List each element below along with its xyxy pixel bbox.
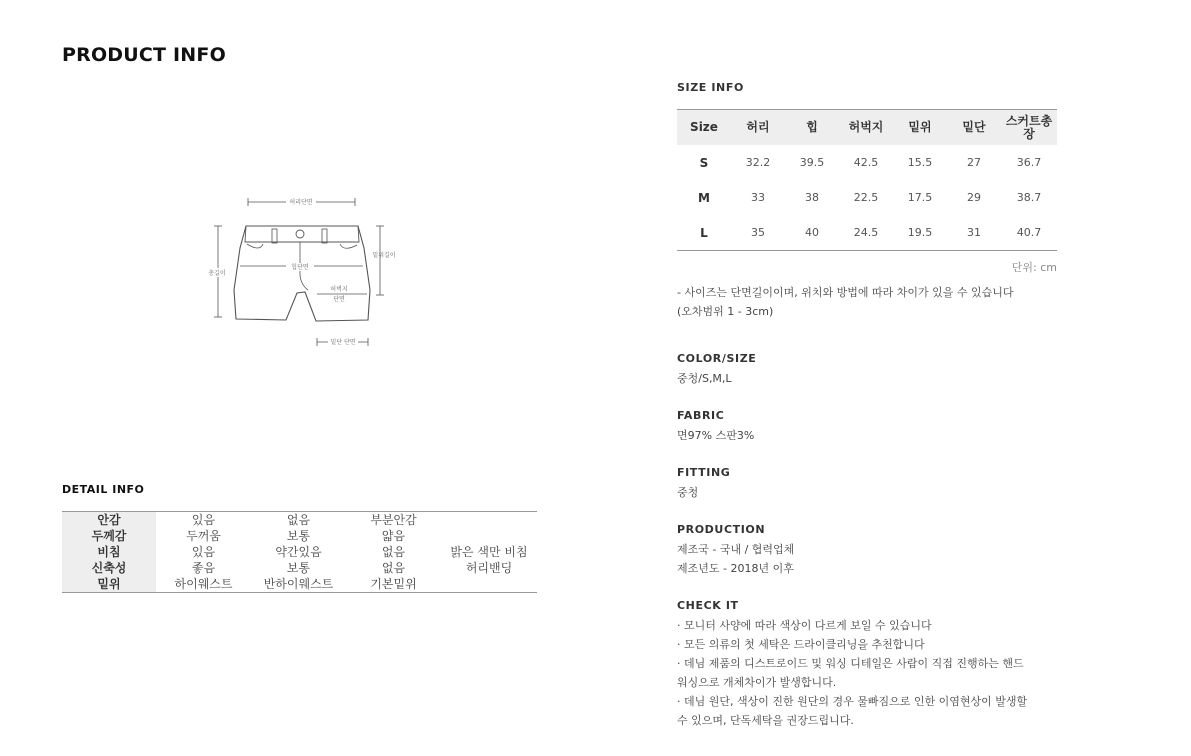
size-label: S — [699, 155, 709, 170]
label-rise-length: 밑위길이 — [372, 252, 396, 259]
cell: 42.5 — [853, 156, 879, 169]
size-note-line2: (오차범위 1 - 3cm) — [677, 305, 774, 318]
size-info-heading: SIZE INFO — [677, 81, 744, 94]
size-row-m — [677, 180, 1057, 215]
size-unit: 단위: cm — [1011, 261, 1057, 274]
cell: 27 — [967, 156, 981, 169]
cell: 40 — [805, 226, 819, 239]
cell: 보통 — [286, 561, 311, 575]
production-line1: 제조국 - 국내 / 협력업체 — [677, 543, 795, 556]
production-heading: PRODUCTION — [677, 523, 766, 536]
color-size-value: 중청/S,M,L — [677, 372, 732, 385]
cell: 29 — [967, 191, 981, 204]
check-it-line: · 데님 제품의 디스트로이드 및 워싱 디테일은 사람이 직접 진행하는 핸드 — [677, 657, 1024, 670]
check-it-heading: CHECK IT — [677, 599, 739, 612]
fitting-heading: FITTING — [677, 466, 731, 479]
size-info-table — [677, 109, 1057, 251]
size-row-s — [677, 145, 1057, 180]
size-label: M — [698, 190, 710, 205]
cell: 얇음 — [381, 529, 406, 543]
col-header: 스커트총장 — [1005, 113, 1053, 141]
color-size-heading: COLOR/SIZE — [677, 352, 757, 365]
cell: 15.5 — [907, 156, 933, 169]
cell: 22.5 — [853, 191, 879, 204]
cell: 17.5 — [907, 191, 933, 204]
check-it-line: · 데님 원단, 색상이 진한 원단의 경우 물빠짐으로 인한 이염현상이 발생할 — [677, 695, 1028, 708]
check-it-line: · 모니터 사양에 따라 색상이 다르게 보일 수 있습니다 — [677, 619, 932, 632]
row-label: 신축성 — [62, 560, 156, 576]
cell: 31 — [967, 226, 981, 239]
cell: 36.7 — [1016, 156, 1042, 169]
detail-row-thickness — [62, 528, 537, 544]
cell: 19.5 — [907, 226, 933, 239]
check-it-line: · 모든 의류의 첫 세탁은 드라이클리닝을 추천합니다 — [677, 638, 925, 651]
label-hem: 밑단 단면 — [330, 339, 356, 346]
check-it-line: 수 있으며, 단독세탁을 권장드립니다. — [677, 714, 854, 727]
cell: 부분안감 — [370, 513, 417, 527]
cell: 없음 — [286, 513, 311, 527]
production-line2: 제조년도 - 2018년 이후 — [677, 562, 794, 575]
label-total-length: 총길이 — [208, 270, 226, 277]
col-header: 밑위 — [908, 120, 932, 134]
row-label: 비침 — [62, 544, 156, 560]
cell — [441, 528, 537, 544]
size-note-line1: - 사이즈는 단면길이이며, 위치와 방법에 따라 차이가 있을 수 있습니다 — [677, 286, 1014, 299]
cell — [441, 512, 537, 529]
cell: 좋음 — [191, 561, 216, 575]
cell: 약간있음 — [275, 545, 322, 559]
cell: 기본밑위 — [370, 577, 417, 591]
cell — [441, 576, 537, 593]
col-header: 허벅지 — [848, 120, 884, 134]
detail-row-sheerness — [62, 544, 537, 560]
cell: 두꺼움 — [186, 529, 221, 543]
row-label: 안감 — [62, 512, 156, 529]
label-thigh-line1: 허벅지 — [330, 286, 348, 293]
detail-row-stretch — [62, 560, 537, 576]
col-header: Size — [690, 120, 718, 134]
size-table-header — [677, 110, 1057, 146]
label-thigh-line2: 단면 — [333, 296, 345, 303]
size-label: L — [700, 225, 708, 240]
cell: 39.5 — [799, 156, 825, 169]
row-label: 두께감 — [62, 528, 156, 544]
detail-row-lining — [62, 512, 537, 529]
cell: 하이웨스트 — [174, 577, 233, 591]
cell: 없음 — [381, 545, 406, 559]
cell: 24.5 — [853, 226, 879, 239]
cell: 밝은 색만 비침 — [450, 545, 528, 559]
fabric-heading: FABRIC — [677, 409, 725, 422]
col-header: 힙 — [806, 120, 818, 134]
cell: 반하이웨스트 — [263, 577, 334, 591]
row-label: 밑위 — [62, 576, 156, 593]
cell: 있음 — [191, 545, 216, 559]
col-header: 밑단 — [962, 120, 986, 134]
fitting-value: 중청 — [677, 486, 699, 499]
label-hip: 힙단면 — [291, 264, 309, 271]
label-waist: 허리단면 — [289, 199, 313, 206]
cell: 38.7 — [1016, 191, 1042, 204]
size-row-l — [677, 215, 1057, 251]
cell: 35 — [751, 226, 765, 239]
check-it-line: 워싱으로 개체차이가 발생합니다. — [677, 676, 837, 689]
cell: 보통 — [286, 529, 311, 543]
cell: 허리밴딩 — [465, 561, 513, 575]
cell: 32.2 — [745, 156, 771, 169]
cell: 38 — [805, 191, 819, 204]
col-header: 허리 — [746, 120, 770, 134]
page-title: PRODUCT INFO — [62, 44, 226, 66]
cell: 33 — [751, 191, 765, 204]
detail-info-table — [62, 511, 537, 593]
fabric-value: 면97% 스판3% — [677, 429, 755, 442]
detail-row-rise — [62, 576, 537, 593]
cell: 40.7 — [1016, 226, 1042, 239]
shorts-size-diagram — [200, 190, 410, 350]
cell: 없음 — [381, 561, 406, 575]
cell: 있음 — [191, 513, 216, 527]
detail-info-heading: DETAIL INFO — [62, 483, 145, 496]
